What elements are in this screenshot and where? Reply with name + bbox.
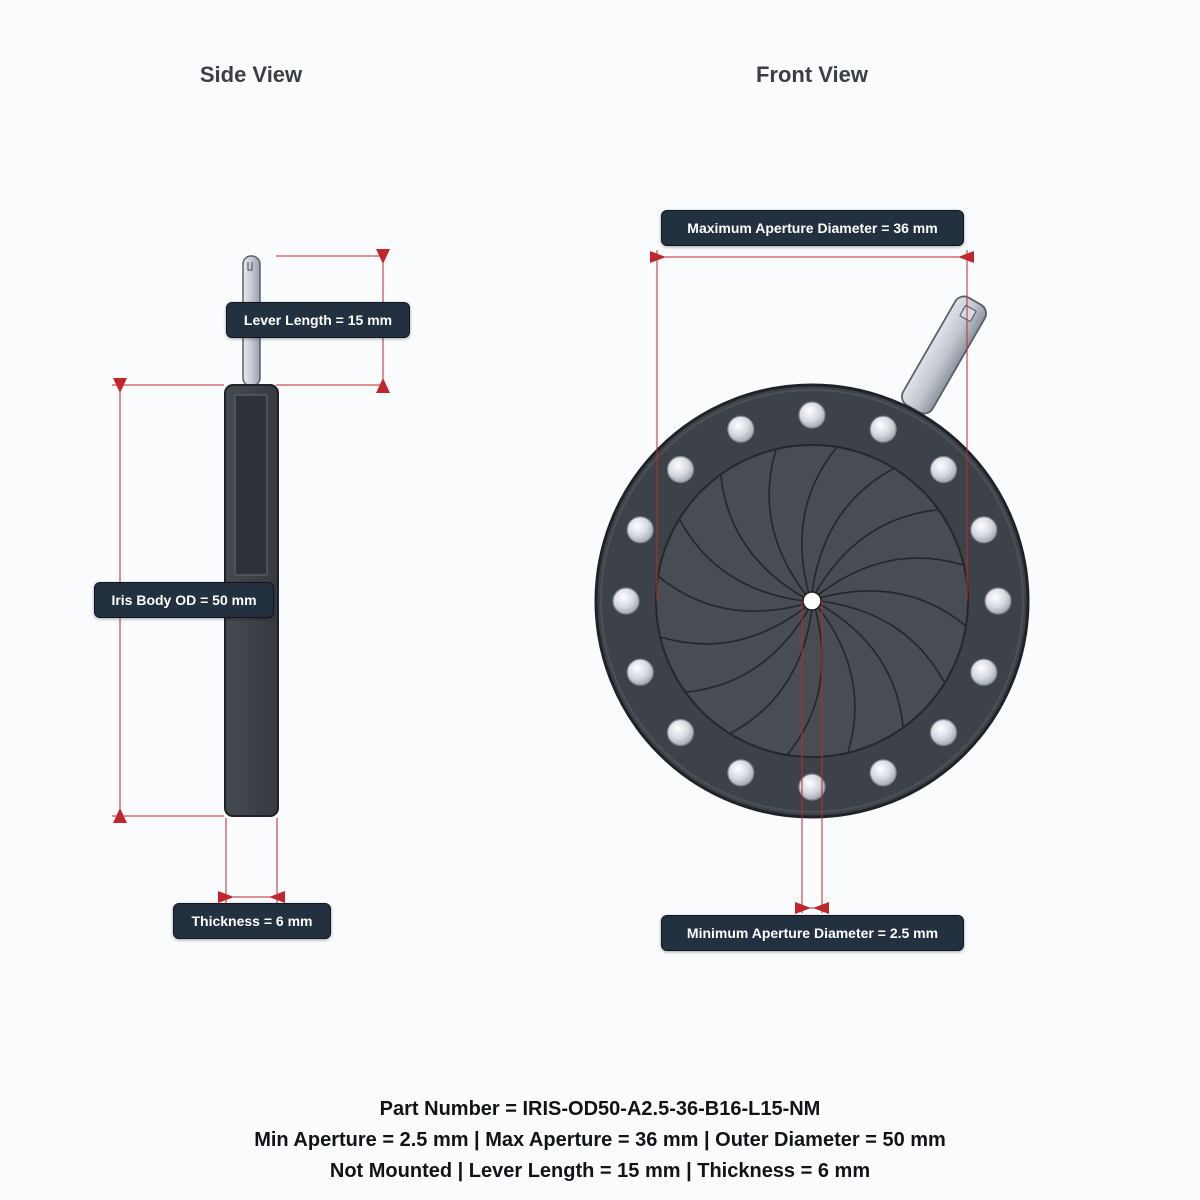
spec-line-1: Min Aperture = 2.5 mm | Max Aperture = 36 mm | Outer Diameter = 50 mm bbox=[254, 1129, 946, 1151]
bolt-head bbox=[870, 416, 896, 442]
bolt-head bbox=[870, 760, 896, 786]
side-view-title: Side View bbox=[199, 62, 303, 87]
body-od-label: Iris Body OD = 50 mm bbox=[94, 582, 274, 618]
max-aperture-label: Maximum Aperture Diameter = 36 mm bbox=[661, 210, 964, 246]
bolt-head bbox=[728, 760, 754, 786]
bolt-head bbox=[985, 588, 1011, 614]
min-aperture-label: Minimum Aperture Diameter = 2.5 mm bbox=[661, 915, 964, 951]
bolt-head bbox=[931, 720, 957, 746]
bolt-head bbox=[668, 457, 694, 483]
min-aperture-arrow-right bbox=[813, 902, 829, 914]
max-aperture-arrow-right bbox=[958, 251, 974, 263]
thickness-dimension bbox=[226, 818, 277, 904]
thickness-label: Thickness = 6 mm bbox=[173, 903, 331, 939]
side-view bbox=[112, 249, 390, 904]
front-view-title: Front View bbox=[755, 62, 869, 87]
bolt-head bbox=[799, 402, 825, 428]
lever-length-label: Lever Length = 15 mm bbox=[226, 302, 410, 338]
bolt-head bbox=[728, 416, 754, 442]
bolt-head bbox=[668, 720, 694, 746]
front-lever bbox=[898, 293, 989, 417]
spec-line-2: Not Mounted | Lever Length = 15 mm | Thickness = 6 mm bbox=[329, 1160, 871, 1182]
bolt-head bbox=[971, 659, 997, 685]
side-iris-inner-window bbox=[235, 395, 267, 575]
part-number: Part Number = IRIS-OD50-A2.5-36-B16-L15-NM bbox=[379, 1098, 821, 1120]
bolt-head bbox=[931, 457, 957, 483]
center-aperture bbox=[803, 592, 821, 610]
spec-footer bbox=[0, 1094, 1200, 1187]
bolt-head bbox=[799, 774, 825, 800]
front-view bbox=[596, 250, 1028, 914]
bolt-head bbox=[613, 588, 639, 614]
bolt-head bbox=[971, 517, 997, 543]
min-aperture-arrow-left bbox=[795, 902, 811, 914]
bolt-head bbox=[627, 517, 653, 543]
bolt-head bbox=[627, 659, 653, 685]
max-aperture-arrow-left bbox=[650, 251, 666, 263]
